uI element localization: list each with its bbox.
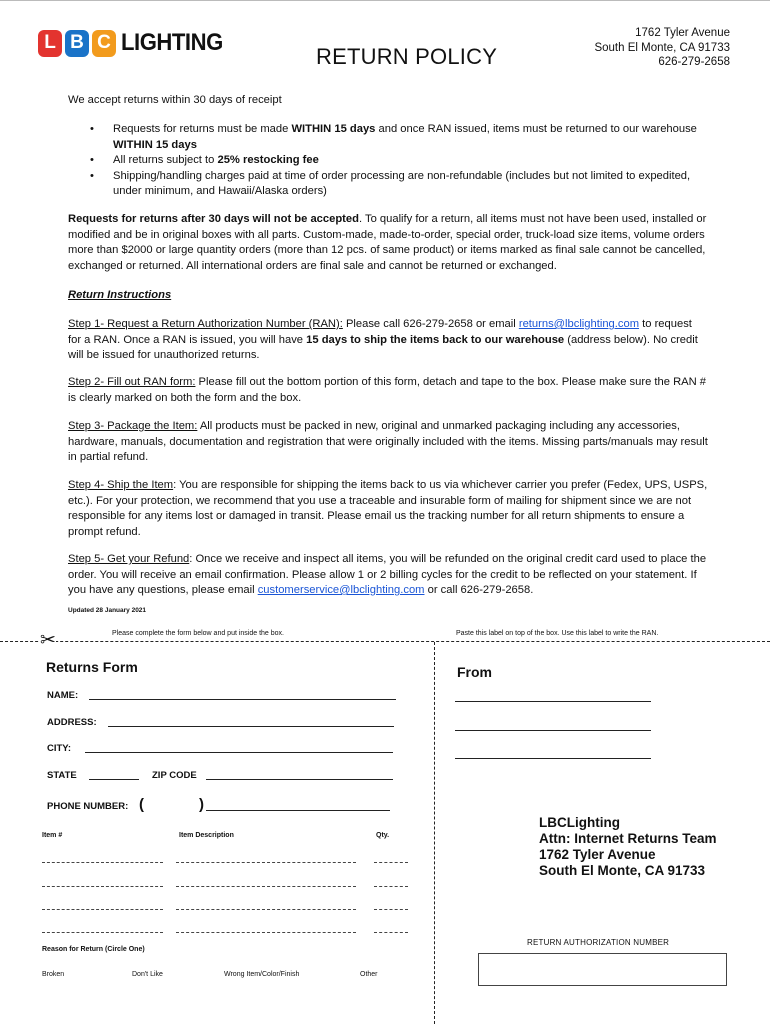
reason-option-broken[interactable]: Broken (42, 971, 65, 978)
quantity-header: Qty. (376, 832, 390, 839)
item-description-header: Item Description (179, 832, 234, 839)
address-label: ADDRESS: (47, 717, 97, 728)
phone-number-field[interactable] (206, 810, 390, 811)
cut-line-horizontal (0, 641, 770, 642)
phone-number-label: PHONE NUMBER: (47, 801, 129, 812)
ship-to-city: South El Monte, CA 91733 (539, 863, 706, 878)
form-instruction-note: Please complete the form below and put inside the box. (112, 630, 284, 637)
address-city: South El Monte, CA 91733 (594, 41, 730, 54)
quantity-field[interactable] (374, 886, 408, 887)
quantity-field[interactable] (374, 909, 408, 910)
return-instructions-heading: Return Instructions (68, 289, 172, 301)
step-4: Step 4- Ship the Item: You are responsible for shipping the items back to us via whichever carrier you prefer (Fedex, UPS, USPS, etc.). For your protection, we recommend that you use a traceable and insurable form of mailing for shipment since we are not responsible for any items lost or damaged in transit. Please email us the tracking number for all return shipments to ensure a prompt refund. (68, 479, 708, 538)
lbc-lighting-logo (38, 28, 232, 58)
step-1: Step 1- Request a Return Authorization Number (RAN): Please call 626-279-2658 or email returns@lbclighting.com to request for a RAN. Once a RAN is issued, you will have 15 days to ship the items back to our warehouse (address below). No credit will be issued for unauthorized returns. (68, 318, 698, 361)
zip-code-label: ZIP CODE (152, 770, 197, 781)
reason-option-other[interactable]: Other (360, 971, 378, 978)
ran-input-box[interactable] (478, 953, 727, 986)
ship-to-company: LBCLighting (539, 815, 620, 830)
ran-label: RETURN AUTHORIZATION NUMBER (527, 938, 670, 947)
step-3: Step 3- Package the Item: All products must be packed in new, original and unmarked packaging including any accessories, hardware, manuals, documentation and registration that were originally included with the items. Missing parts/manuals may result in partial refund. (68, 420, 708, 463)
from-line-1[interactable] (455, 701, 651, 702)
item-number-field[interactable] (42, 862, 163, 863)
bullet-shipping-charges: • Shipping/handling charges paid at time of order processing are non-refundable (includes but not limited to expedited, under minimum, and Hawaii/Alaska orders) (90, 169, 720, 200)
logo-letter-b: B (65, 30, 89, 57)
item-number-field[interactable] (42, 932, 163, 933)
logo-letter-c: C (92, 30, 116, 57)
late-return-policy: Requests for returns after 30 days will not be accepted. To qualify for a return, all items must not have been used, installed or modified and be in original boxes with all parts. Custom-made, made-to-order, special order, truck-load size items, volume orders more than $2000 or large quantity orders (more than 12 pcs. of same product) or items marked as final sale cannot be cancelled, exchanged or returned. All international orders are final sale and cannot be returned or exchanged. (68, 213, 707, 272)
step-5: Step 5- Get your Refund: Once we receive and inspect all items, you will be refunded on the original credit card used to place the order. You will receive an email confirmation. Please allow 1 or 2 billing cycles for the credit to be reflected on your statement. If you have any questions, please email customerservice@lbclighting.com or call 626-279-2658. (68, 553, 707, 596)
top-rule (0, 0, 770, 1)
item-description-field[interactable] (176, 932, 356, 933)
scissors-icon: ✂ (40, 630, 56, 651)
reason-for-return-title: Reason for Return (Circle One) (42, 946, 145, 953)
policy-bullets (90, 122, 720, 200)
bullet-return-window: • Requests for returns must be made WITHIN 15 days and once RAN issued, items must be returned to our warehouse WITHIN 15 days (90, 122, 720, 153)
name-label: NAME: (47, 690, 79, 701)
item-number-field[interactable] (42, 909, 163, 910)
city-label: CITY: (47, 743, 72, 754)
customerservice-email-link[interactable]: customerservice@lbclighting.com (257, 584, 425, 596)
updated-date: Updated 28 January 2021 (68, 607, 147, 614)
from-line-2[interactable] (455, 730, 651, 731)
cut-line-vertical (434, 642, 435, 1024)
reason-option-wrong-item[interactable]: Wrong Item/Color/Finish (224, 971, 300, 978)
quantity-field[interactable] (374, 932, 408, 933)
item-description-field[interactable] (176, 886, 356, 887)
name-field[interactable] (89, 699, 396, 700)
phone-paren-close: ) (199, 796, 204, 813)
intro-text: We accept returns within 30 days of receipt (68, 94, 282, 106)
document-title: RETURN POLICY (316, 44, 498, 69)
company-address (594, 26, 730, 70)
item-number-header: Item # (42, 832, 63, 839)
city-field[interactable] (85, 752, 393, 753)
item-description-field[interactable] (176, 862, 356, 863)
ship-to-attention: Attn: Internet Returns Team (539, 831, 717, 846)
logo-letter-l: L (38, 30, 62, 57)
from-line-3[interactable] (455, 758, 651, 759)
state-label: STATE (47, 770, 77, 781)
item-description-field[interactable] (176, 909, 356, 910)
address-field[interactable] (108, 726, 394, 727)
bullet-restocking-fee: • All returns subject to 25% restocking fee (90, 153, 720, 169)
logo-word: LIGHTING (121, 29, 223, 56)
label-instruction-note: Paste this label on top of the box. Use this label to write the RAN. (456, 630, 659, 637)
address-phone: 626-279-2658 (658, 56, 730, 68)
step-2: Step 2- Fill out RAN form: Please fill out the bottom portion of this form, detach and tape to the box. Please make sure the RAN # is clearly marked on both the form and the box. (68, 376, 707, 404)
state-field[interactable] (89, 779, 139, 780)
address-street: 1762 Tyler Avenue (635, 27, 730, 39)
phone-paren-open: ( (139, 796, 144, 813)
item-number-field[interactable] (42, 886, 163, 887)
from-title: From (457, 664, 492, 680)
ship-to-street: 1762 Tyler Avenue (539, 847, 656, 862)
returns-email-link[interactable]: returns@lbclighting.com (518, 318, 640, 330)
quantity-field[interactable] (374, 862, 408, 863)
ship-to-address (539, 815, 717, 879)
zip-code-field[interactable] (206, 779, 393, 780)
returns-form-title: Returns Form (46, 659, 138, 675)
reason-option-dont-like[interactable]: Don't Like (132, 971, 163, 978)
